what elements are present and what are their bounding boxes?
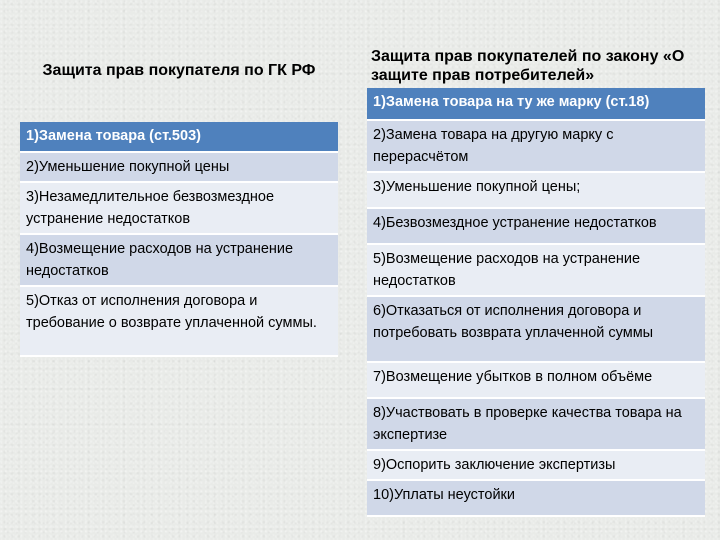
- table-cell: 1)Замена товара (ст.503): [20, 122, 338, 152]
- table-cell: 9)Оспорить заключение экспертизы: [367, 450, 705, 480]
- table-cell: 2)Уменьшение покупной цены: [20, 152, 338, 182]
- table-cell: 5)Отказ от исполнения договора и требование о возврате уплаченной суммы.: [20, 286, 338, 356]
- table-cell: 8)Участвовать в проверке качества товара на экспертизе: [367, 398, 705, 450]
- gk-rights-table: [20, 122, 338, 357]
- consumer-rights-table: [367, 88, 705, 517]
- right-heading: Защита прав покупателей по закону «О защите прав потребителей»: [371, 48, 685, 84]
- table-cell: 5)Возмещение расходов на устранение недостатков: [367, 244, 705, 296]
- table-cell: 4)Возмещение расходов на устранение недостатков: [20, 234, 338, 286]
- table-cell: 10)Уплаты неустойки: [367, 480, 705, 516]
- table-cell: 1)Замена товара на ту же марку (ст.18): [367, 88, 705, 120]
- table-cell: 7)Возмещение убытков в полном объёме: [367, 362, 705, 398]
- table-cell: 2)Замена товара на другую марку с перерасчётом: [367, 120, 705, 172]
- table-cell: 6)Отказаться от исполнения договора и потребовать возврата уплаченной суммы: [367, 296, 705, 362]
- table-cell: 3)Уменьшение покупной цены;: [367, 172, 705, 208]
- table-cell: 4)Безвозмездное устранение недостатков: [367, 208, 705, 244]
- left-heading: Защита прав покупателя по ГК РФ: [42, 62, 316, 79]
- table-cell: 3)Незамедлительное безвозмездное устранение недостатков: [20, 182, 338, 234]
